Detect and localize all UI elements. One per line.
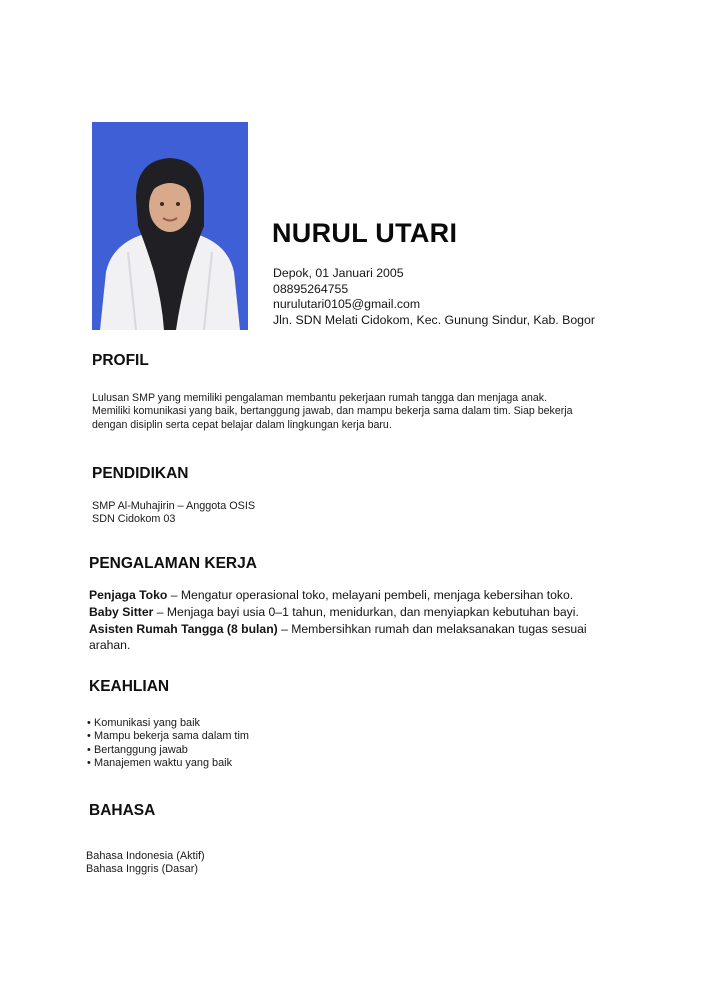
skills-heading: KEAHLIAN bbox=[89, 678, 170, 695]
experience-desc: – Menjaga bayi usia 0–1 tahun, menidurkan, dan menyiapkan kebutuhan bayi. bbox=[153, 605, 579, 620]
education-item: SDN Cidokom 03 bbox=[92, 513, 176, 526]
birth-info: Depok, 01 Januari 2005 bbox=[273, 266, 404, 280]
experience-list bbox=[89, 588, 619, 655]
profile-text: Lulusan SMP yang memiliki pengalaman membantu pekerjaan rumah tangga dan menjaga anak. Memiliki komunikasi yang baik, bertanggung jawab, dan mampu bekerja sama dalam tim. Siap bekerja dengan disiplin serta cepat belajar dalam lingkungan kerja baru. bbox=[92, 392, 573, 431]
phone-number: 08895264755 bbox=[273, 281, 349, 296]
experience-role: Penjaga Toko bbox=[89, 588, 168, 602]
language-item: Bahasa Inggris (Dasar) bbox=[86, 863, 198, 876]
profile-photo bbox=[92, 122, 248, 330]
skill-item: • Mampu bekerja sama dalam tim bbox=[87, 730, 249, 743]
bullet-icon: • bbox=[87, 757, 91, 770]
experience-desc: – Membersihkan rumah dan melaksanakan tugas sesuai arahan. bbox=[89, 622, 587, 652]
language-item: Bahasa Indonesia (Aktif) bbox=[86, 850, 205, 862]
experience-item bbox=[89, 605, 619, 620]
home-address: Jln. SDN Melati Cidokom, Kec. Gunung Sindur, Kab. Bogor bbox=[273, 312, 595, 327]
education-list bbox=[92, 500, 255, 527]
bullet-icon: • bbox=[87, 717, 91, 729]
languages-list bbox=[86, 850, 205, 877]
skill-item: • Bertanggung jawab bbox=[87, 743, 188, 756]
skill-item: • Manajemen waktu yang baik bbox=[87, 757, 233, 770]
languages-heading: BAHASA bbox=[89, 802, 156, 819]
experience-desc: – Mengatur operasional toko, melayani pembeli, menjaga kebersihan toko. bbox=[167, 588, 574, 602]
experience-item bbox=[89, 588, 619, 603]
experience-heading: PENGALAMAN KERJA bbox=[89, 555, 257, 572]
bullet-icon: • bbox=[87, 743, 91, 756]
person-portrait-icon bbox=[92, 122, 248, 330]
experience-role: Asisten Rumah Tangga (8 bulan) bbox=[89, 622, 278, 637]
skill-item: • Komunikasi yang baik bbox=[87, 717, 200, 729]
education-heading: PENDIDIKAN bbox=[92, 465, 189, 482]
bullet-icon: • bbox=[87, 730, 91, 743]
experience-role: Baby Sitter bbox=[89, 605, 154, 620]
skills-list bbox=[87, 717, 249, 771]
experience-item bbox=[89, 622, 619, 652]
contact-info bbox=[273, 266, 595, 328]
education-item: SMP Al-Muhajirin – Anggota OSIS bbox=[92, 500, 256, 512]
profile-heading: PROFIL bbox=[92, 352, 149, 369]
email-address: nurulutari0105@gmail.com bbox=[273, 297, 421, 311]
person-name: NURUL UTARI bbox=[272, 218, 458, 248]
